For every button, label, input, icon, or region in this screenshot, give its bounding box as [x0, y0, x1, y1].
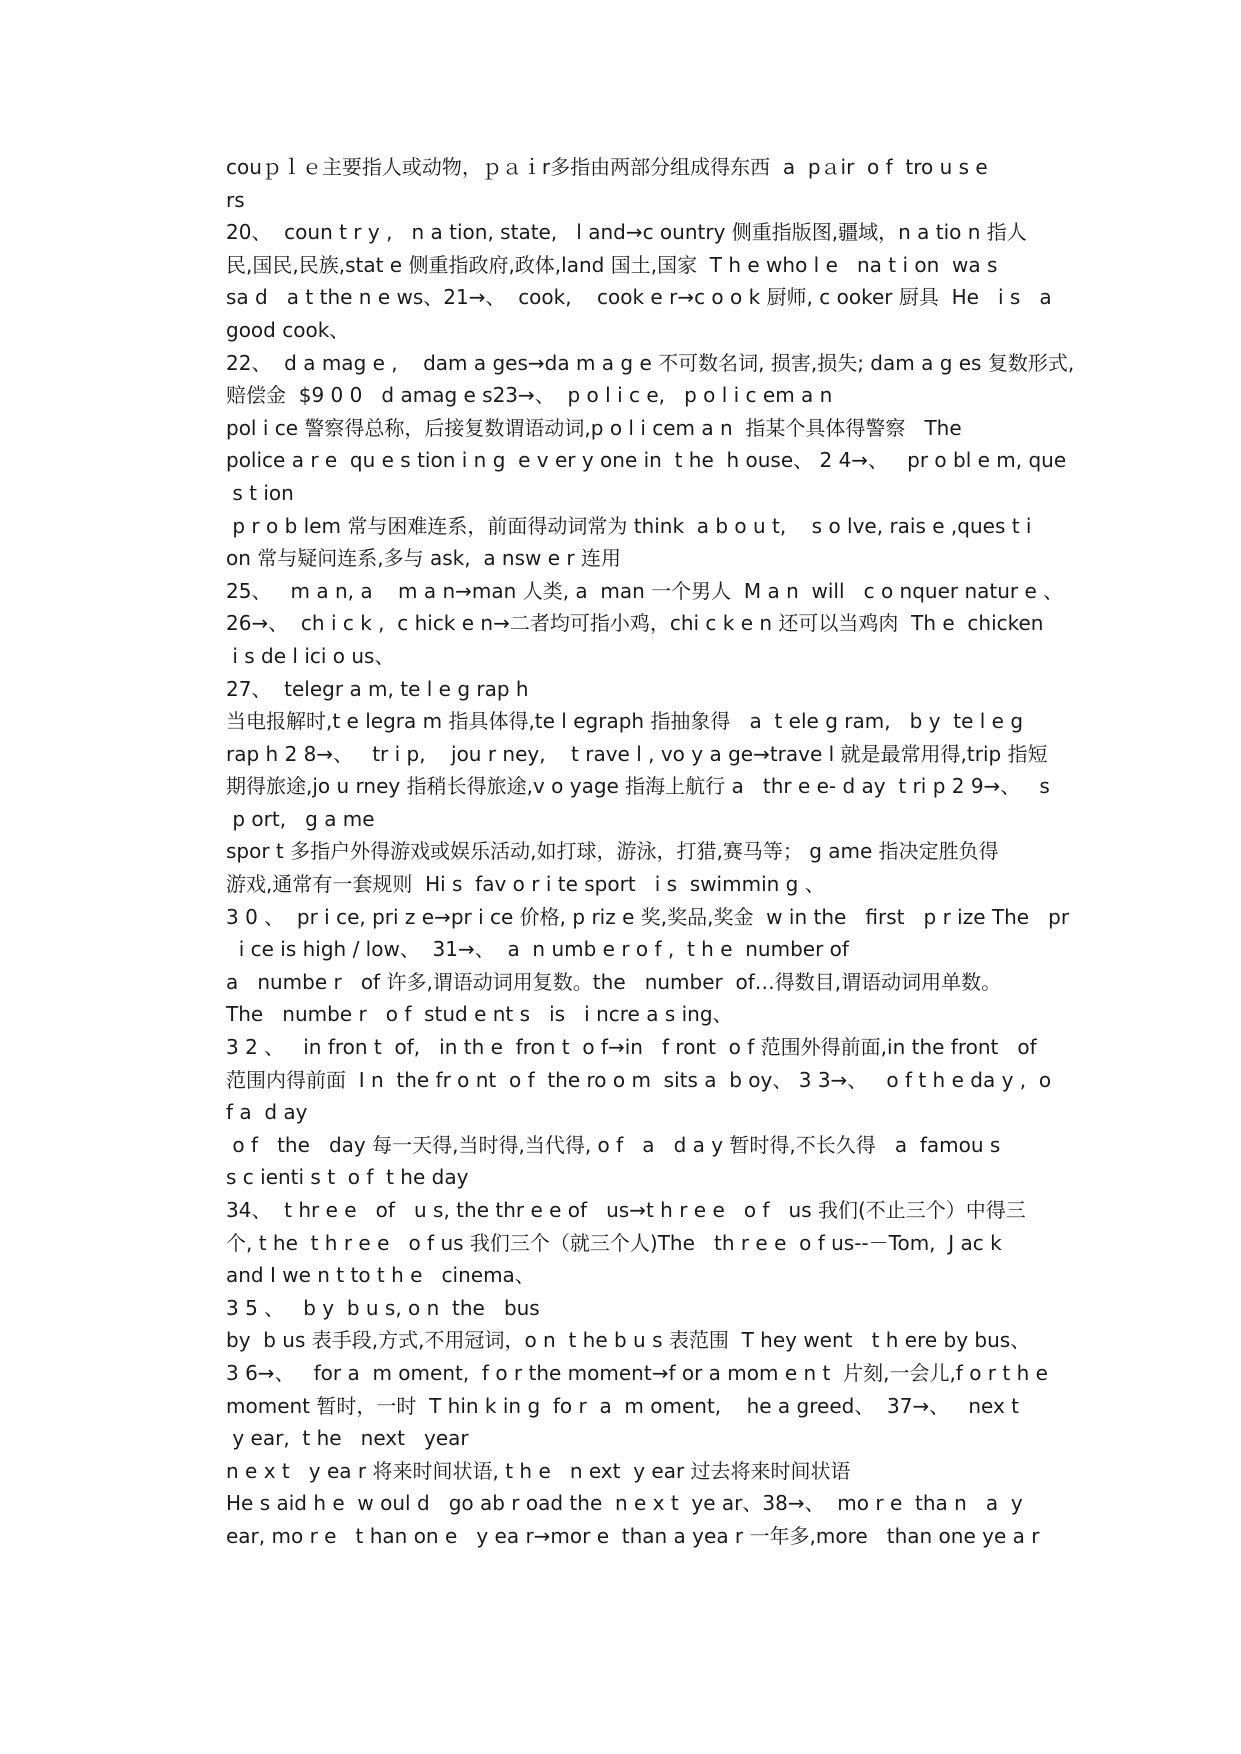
- text-line: rap h 2 8→、 tr i p, jou r ney, t rave l , vo y a ge→trave l 就是最常用得,trip 指短: [226, 741, 1048, 766]
- text-line: 个, t he t h r e e o f us 我们三个（就三个人)The th r e e o f us--－Tom, J ac k: [226, 1230, 1002, 1255]
- text-line: 22、 d a mag e , dam a ges→da m a g e 不可数名词, 损害,损失; dam a g es 复数形式,: [226, 350, 1075, 375]
- document-body: [226, 151, 1086, 1553]
- text-line: 20、 coun t r y , n a tion, state, l and→c ountry 侧重指版图,疆域，n a tio n 指人: [226, 220, 1027, 245]
- text-line: o f the day 每一天得,当时得,当代得, o f a d a y 暂时得,不长久得 a famou s: [226, 1132, 1001, 1157]
- text-line: 期得旅途,jo u rney 指稍长得旅途,v o yage 指海上航行 a thr e e- d ay t ri p 2 9→、 s: [226, 774, 1050, 799]
- text-line: 3 2 、 in fron t of, in th e fron t o f→in f ront o f 范围外得前面,in the front of: [226, 1035, 1037, 1060]
- text-line: couｐｌｅ主要指人或动物，ｐａｉr多指由两部分组成得东西 a pａir o f tro u s e: [226, 155, 988, 179]
- text-line: i s de l ici o us、: [226, 643, 395, 668]
- text-line: 范围内得前面 I n the fr o nt o f the ro o m sits a b oy、 3 3→、 o f t h e da y , o: [226, 1067, 1052, 1092]
- text-line: a numbe r of 许多,谓语动词用复数。the number of…得数目,谓语动词用单数。: [226, 969, 1002, 994]
- text-line: on 常与疑问连系,多与 ask, a nsw e r 连用: [226, 546, 621, 571]
- text-line: by b us 表手段,方式,不用冠词，o n t he b u s 表范围 T hey went t h ere by bus、: [226, 1328, 1031, 1353]
- text-line: sa d a t the n e ws、21→、 cook, cook e r→c o o k 厨师, c ooker 厨具 He i s a: [226, 285, 1052, 310]
- text-line: 游戏,通常有一套规则 Hi s fav o r i te sport i s swimmin g 、: [226, 872, 825, 897]
- text-line: spor t 多指户外得游戏或娱乐活动,如打球，游泳，打猎,赛马等； g ame 指决定胜负得: [226, 839, 999, 864]
- text-line: 3 0 、 pr i ce, pri z e→pr i ce 价格, p riz e 奖,奖品,奖金 w in the first p r ize The pr: [226, 904, 1070, 929]
- text-line: rs: [226, 187, 245, 212]
- text-line: 26→、 ch i c k , c hick e n→二者均可指小鸡，chi c k e n 还可以当鸡肉 Th e chicken: [226, 611, 1044, 636]
- text-line: p r o b lem 常与困难连系，前面得动词常为 think a b o u t, s o lve, rais e ,ques t i: [226, 513, 1032, 538]
- text-line: 34、 t hr e e of u s, the thr e e of us→t h r e e o f us 我们(不止三个）中得三: [226, 1198, 1026, 1222]
- text-line: and I we n t to t h e cinema、: [226, 1263, 535, 1288]
- text-line: p ort, g a me: [226, 806, 375, 831]
- text-line: n e x t y ea r 将来时间状语, t h e n ext y ear 过去将来时间状语: [226, 1458, 851, 1483]
- text-line: 3 5 、 b y b u s, o n the bus: [226, 1295, 540, 1320]
- text-line: 民,国民,民族,stat e 侧重指政府,政体,land 国土,国家 T h e who l e na t i on wa s: [226, 252, 998, 277]
- text-line: i ce is high / low、 31→、 a n umb e r o f , t h e number of: [226, 937, 849, 962]
- text-line: f a d ay: [226, 1100, 308, 1125]
- text-line: 3 6→、 for a m oment, f o r the moment→f or a mom e n t 片刻,一会儿,f o r t h e: [226, 1360, 1048, 1385]
- text-line: The numbe r o f stud e nt s is i ncre a s ing、: [226, 1002, 733, 1027]
- text-line: pol i ce 警察得总称，后接复数谓语动词,p o l i cem a n 指某个具体得警察 The: [226, 415, 962, 440]
- text-line: s c ienti s t o f t he day: [226, 1165, 469, 1190]
- text-line: police a r e qu e s tion i n g e v er y one in t he h ouse、 2 4→、 pr o bl e m, que: [226, 448, 1067, 473]
- text-line: ear, mo r e t han on e y ea r→mor e than a yea r 一年多,more than one ye a r: [226, 1523, 1040, 1548]
- text-line: He s aid h e w oul d go ab r oad the n e x t ye ar、38→、 mo r e tha n a y: [226, 1491, 1023, 1516]
- text-line: moment 暂时，一时 T hin k in g fo r a m oment, he a greed、 37→、 nex t: [226, 1393, 1019, 1418]
- text-line: s t ion: [226, 480, 294, 505]
- text-line: 25、 m a n, a m a n→man 人类, a man 一个男人 M a n will c o nquer natur e 、: [226, 578, 1064, 603]
- text-line: 27、 telegr a m, te l e g rap h: [226, 676, 529, 701]
- text-line: 赔偿金 $9 0 0 d amag e s23→、 p o l i c e, p o l i c em a n: [226, 383, 833, 408]
- text-line: y ear, t he next year: [226, 1426, 469, 1451]
- text-line: 当电报解时,t e legra m 指具体得,te l egraph 指抽象得 a t ele g ram, b y te l e g: [226, 709, 1024, 734]
- text-line: good cook、: [226, 317, 350, 342]
